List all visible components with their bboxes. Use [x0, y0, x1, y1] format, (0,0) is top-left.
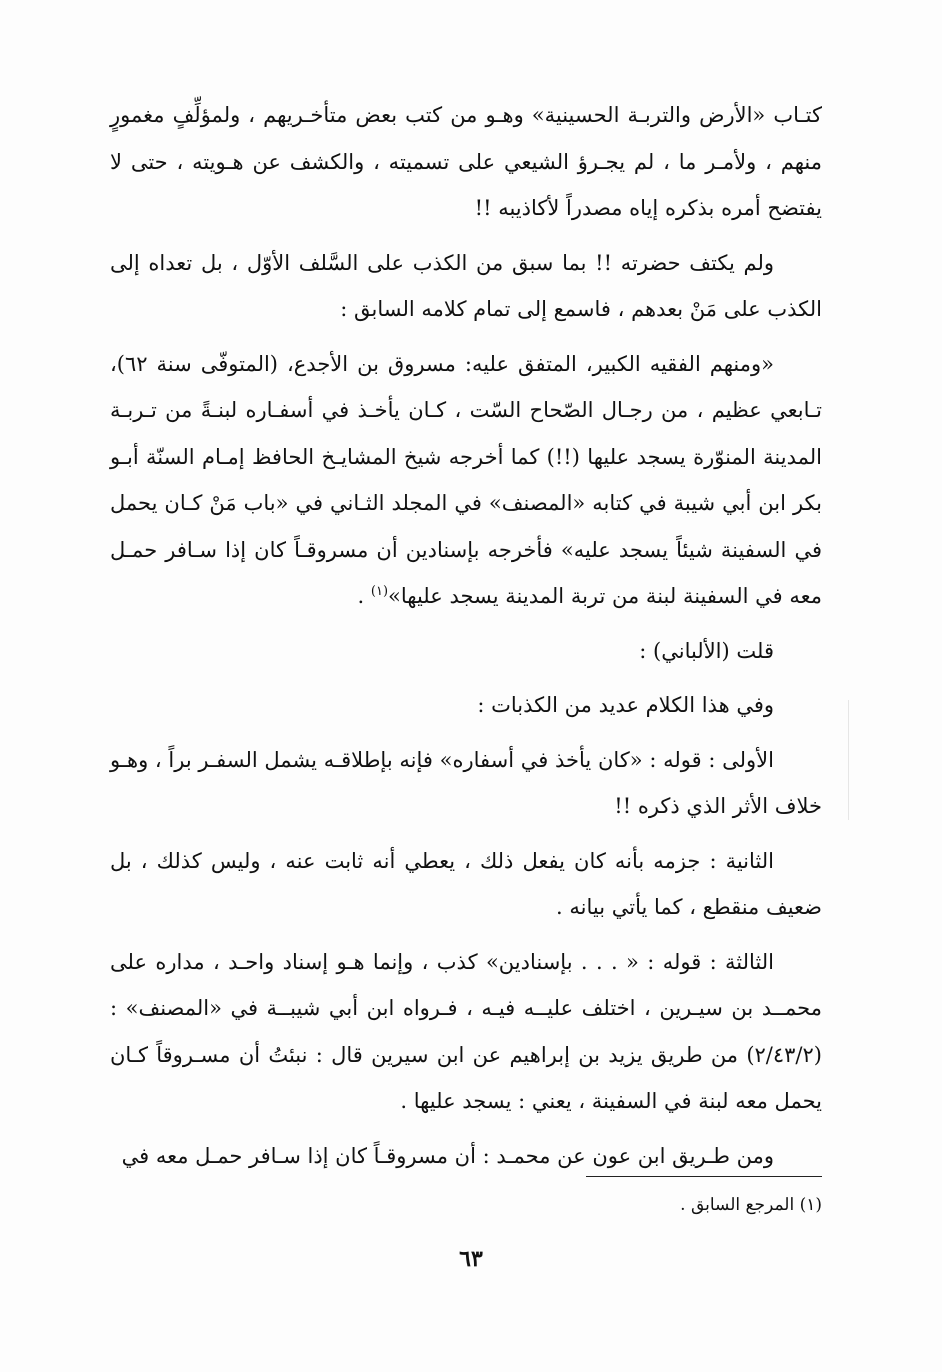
footnote-divider — [586, 1176, 822, 1177]
quoted-passage: «ومنهم الفقيه الكبير، المتفق عليه: مسروق بن الأجدع، (المتوفّى سنة ٦٢)، تـابعي عظيم ، من رجـال الصّحاح السّت ، كـان يأخـذ في أسفـاره لبنـةً من تـربـة المدينة المنوّرة يسجد عليها (!!) كما أخرجه شيخ المشايـخ الحافظ إمـام السنّة أبـو بكر ابن أبي شيبة في كتابه «المصنف» في المجلد الثـاني في «باب مَنْ كـان يحمل في السفينة شيئاً يسجد عليه» فأخرجه بإسنادين أن مسروقـاً كان إذا سـافر حمـل معه في السفينة لبنة من تربة المدينة يسجد عليها» — [110, 351, 822, 608]
paragraph-9: ومن طـريق ابن عون عن محمـد : أن مسروقـاً كان إذا سـافر حمـل معه في — [121, 1143, 774, 1168]
paragraph-8: الثالثة : قوله : « . . . بإسنادين» كذب ، وإنما هـو إسناد واحـد ، مداره على محمــد بن سيـرين ، اختلف عليــه فيـه ، فـرواه ابن أبي شيبــة في «المصنف» : (٢/٤٣/٢) من طريق يزيد بن إبراهيم عن ابن سيرين قال : نبئتُ أن مسـروقاً كـان يحمل معه لبنة في السفينة ، يعني : يسجد عليها . — [110, 949, 822, 1113]
main-text — [110, 92, 822, 1187]
paragraph-6: الأولى : قوله : «كان يأخذ في أسفاره» فإنه بإطلاقـه يشمل السفـر براً ، وهـو خلاف الأثر الذي ذكره !! — [110, 747, 822, 818]
paragraph-4: قلت (الألباني) : — [639, 638, 774, 663]
footnote: (١) المرجع السابق . — [680, 1195, 822, 1215]
paragraph-2: ولم يكتف حضرته !! بما سبق من الكذب على السَّلف الأوّل ، بل تعداه إلى الكذب على مَنْ بعدهم ، فاسمع إلى تمام كلامه السابق : — [110, 250, 822, 321]
paragraph-3 — [110, 341, 822, 620]
paragraph-7: الثانية : جزمه بأنه كان يفعل ذلك ، يعطي أنه ثابت عنه ، وليس كذلك ، بل ضعيف منقطع ، كما يأتي بيانه . — [110, 848, 822, 919]
scan-artifact-line — [848, 700, 849, 820]
paragraph-1: كتـاب «الأرض والتربـة الحسينية» وهـو من كتب بعض متأخـريهم ، ولمؤلِّفٍ مغمورٍ منهم ، ولأمـر ما ، لم يجـرؤ الشيعي على تسميته ، والكشف عن هـويته ، حتى لا يفتضح أمره بذكره إياه مصدراً لأكاذيبه !! — [110, 103, 822, 220]
footnote-marker: (١) — [370, 584, 389, 599]
page-number: ٦٣ — [459, 1246, 483, 1272]
paragraph-5: وفي هذا الكلام عديد من الكذبات : — [477, 693, 774, 717]
paragraph-3-tail: . — [357, 584, 371, 608]
